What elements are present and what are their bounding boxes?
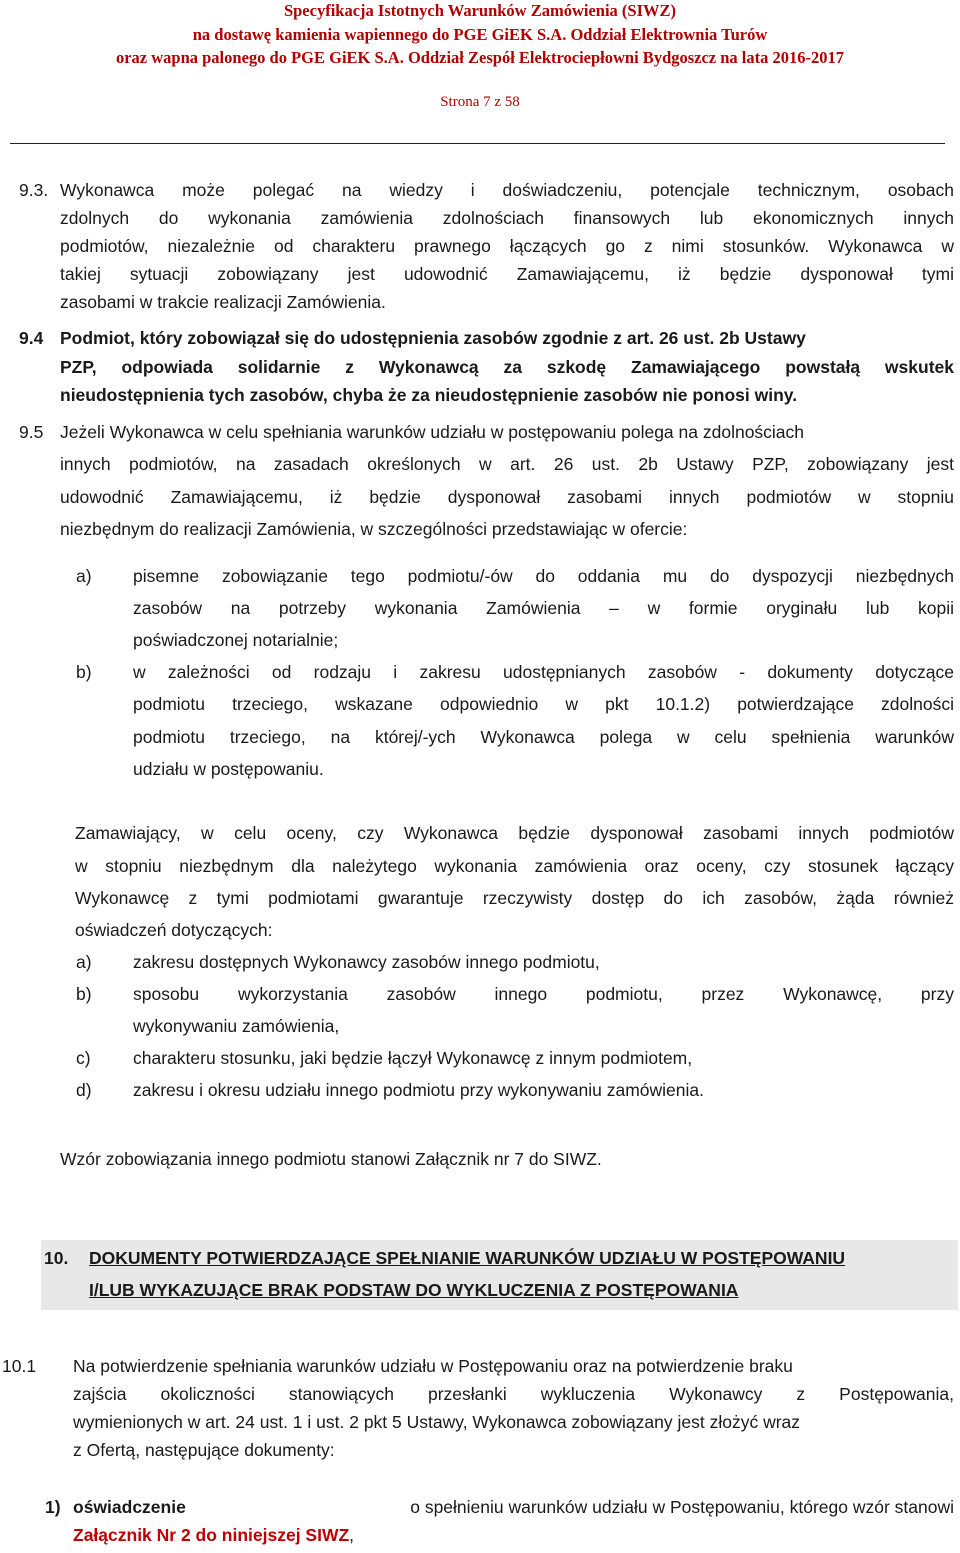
list-item-b-line: podmiotu trzeciego, na której/-ych Wykonawca polega w celu spełnienia warunków <box>133 727 954 747</box>
section-9-5-line: udowodnić Zamawiającemu, iż będzie dysponował zasobami innych podmiotów w stopniu <box>60 487 954 507</box>
section-9-4-line: Podmiot, który zobowiązał się do udostępnienia zasobów zgodnie z art. 26 ust. 2b Ustawy <box>60 328 806 348</box>
list-item-a-line: zasobów na potrzeby wykonania Zamówienia – w formie oryginału lub kopii <box>133 598 954 618</box>
header-line-2: na dostawę kamienia wapiennego do PGE GiEK S.A. Oddział Elektrownia Turów <box>192 25 768 44</box>
list-item-1-bold: oświadczenie <box>73 1497 186 1517</box>
list-item-a-line: poświadczonej notarialnie; <box>133 630 339 650</box>
section-10-1-line: z Ofertą, następujące dokumenty: <box>73 1440 335 1460</box>
list-item-1-number: 1) <box>45 1497 61 1517</box>
section-9-4-line: PZP, odpowiada solidarnie z Wykonawcą za szkodę Zamawiającego powstałą wskutek <box>60 357 954 377</box>
list-label-b: b) <box>76 662 92 682</box>
section-9-3-line: takiej sytuacji zobowiązany jest udowodnić Zamawiającemu, iż będzie dysponował tymi <box>60 264 954 284</box>
list-item-b-line: wykonywaniu zamówienia, <box>133 1016 340 1036</box>
header-line-3: oraz wapna palonego do PGE GiEK S.A. Oddział Zespół Elektrociepłowni Bydgoszcz na lata 2016-2017 <box>115 48 845 67</box>
section-10-1-number: 10.1 <box>2 1356 37 1376</box>
list-item-c: charakteru stosunku, jaki będzie łączył Wykonawcę z innym podmiotem, <box>133 1048 693 1068</box>
list-item-1-line-2 <box>73 1525 354 1546</box>
header-rule <box>10 143 945 144</box>
list-item-1-end: , <box>349 1525 355 1545</box>
page-number: Strona 7 z 58 <box>440 94 520 110</box>
list-item-b-line: w zależności od rodzaju i zakresu udostępnianych zasobów - dokumenty dotyczące <box>133 662 954 682</box>
list-item-b-line: udziału w postępowaniu. <box>133 759 324 779</box>
list-item-a-line: pisemne zobowiązanie tego podmiotu/-ów do oddania mu do dyspozycji niezbędnych <box>133 566 954 586</box>
section-10-1-line: zajścia okoliczności stanowiących przesłanki wykluczenia Wykonawcy z Postępowania, <box>73 1384 954 1404</box>
section-9-3-line: zasobami w trakcie realizacji Zamówienia. <box>60 292 386 312</box>
list-item-1-line <box>73 1497 954 1518</box>
list-item-b-line: podmiotu trzeciego, wskazane odpowiednio w pkt 10.1.2) potwierdzające zdolności <box>133 694 954 714</box>
section-9-3-line: podmiotów, niezależnie od charakteru prawnego łączących go z nimi stosunków. Wykonawca w <box>60 236 954 256</box>
section-10-heading-line: I/LUB WYKAZUJĄCE BRAK PODSTAW DO WYKLUCZENIA Z POSTĘPOWANIA <box>89 1280 739 1300</box>
list-label-a: a) <box>76 566 92 586</box>
zamawiajacy-line: Zamawiający, w celu oceny, czy Wykonawca będzie dysponował zasobami innych podmiotów <box>75 823 954 843</box>
section-9-4-number: 9.4 <box>19 328 44 348</box>
list-label-b: b) <box>76 984 92 1004</box>
header-line-1: Specyfikacja Istotnych Warunków Zamówienia (SIWZ) <box>283 1 677 20</box>
section-9-5-line: niezbędnym do realizacji Zamówienia, w szczególności przedstawiając w ofercie: <box>60 519 688 539</box>
section-9-3-line: Wykonawca może polegać na wiedzy i doświadczeniu, potencjale technicznym, osobach <box>60 180 954 200</box>
section-9-4-line: nieudostępnienia tych zasobów, chyba że za nieudostępnienie zasobów nie ponosi winy. <box>60 385 798 405</box>
zamawiajacy-line: w stopniu niezbędnym dla należytego wykonania zamówienia oraz oceny, czy stosunek łączący <box>75 856 954 876</box>
section-10-1-line: Na potwierdzenie spełniania warunków udziału w Postępowaniu oraz na potwierdzenie braku <box>73 1356 793 1376</box>
list-item-a: zakresu dostępnych Wykonawcy zasobów innego podmiotu, <box>133 952 600 972</box>
section-9-3-line: zdolnych do wykonania zamówienia zdolnościach finansowych lub ekonomicznych innych <box>60 208 954 228</box>
zamawiajacy-line: Wykonawcę z tymi podmiotami gwarantuje rzeczywisty dostęp do ich zasobów, żąda również <box>75 888 954 908</box>
section-9-5-line: Jeżeli Wykonawca w celu spełniania warunków udziału w postępowaniu polega na zdolnościach <box>60 422 805 442</box>
list-item-d: zakresu i okresu udziału innego podmiotu przy wykonywaniu zamówienia. <box>133 1080 704 1100</box>
attachment-reference: Załącznik Nr 2 do niniejszej SIWZ <box>73 1525 350 1545</box>
wzor-note: Wzór zobowiązania innego podmiotu stanowi Załącznik nr 7 do SIWZ. <box>60 1149 602 1169</box>
section-9-3-number: 9.3. <box>19 180 49 200</box>
list-item-b-line: sposobu wykorzystania zasobów innego podmiotu, przez Wykonawcę, przy <box>133 984 954 1004</box>
section-9-5-number: 9.5 <box>19 422 44 442</box>
list-label-a: a) <box>76 952 92 972</box>
section-10-heading-line: DOKUMENTY POTWIERDZAJĄCE SPEŁNIANIE WARUNKÓW UDZIAŁU W POSTĘPOWANIU <box>89 1248 846 1268</box>
list-item-1-rest: o spełnieniu warunków udziału w Postępowaniu, którego wzór stanowi <box>410 1497 954 1517</box>
list-label-d: d) <box>76 1080 92 1100</box>
section-9-5-line: innych podmiotów, na zasadach określonych w art. 26 ust. 2b Ustawy PZP, zobowiązany jest <box>60 454 954 474</box>
section-10-1-line: wymienionych w art. 24 ust. 1 i ust. 2 pkt 5 Ustawy, Wykonawca zobowiązany jest złożyć wraz <box>73 1412 801 1432</box>
section-10-number: 10. <box>44 1248 69 1268</box>
list-label-c: c) <box>76 1048 91 1068</box>
zamawiajacy-line: oświadczeń dotyczących: <box>75 920 273 940</box>
